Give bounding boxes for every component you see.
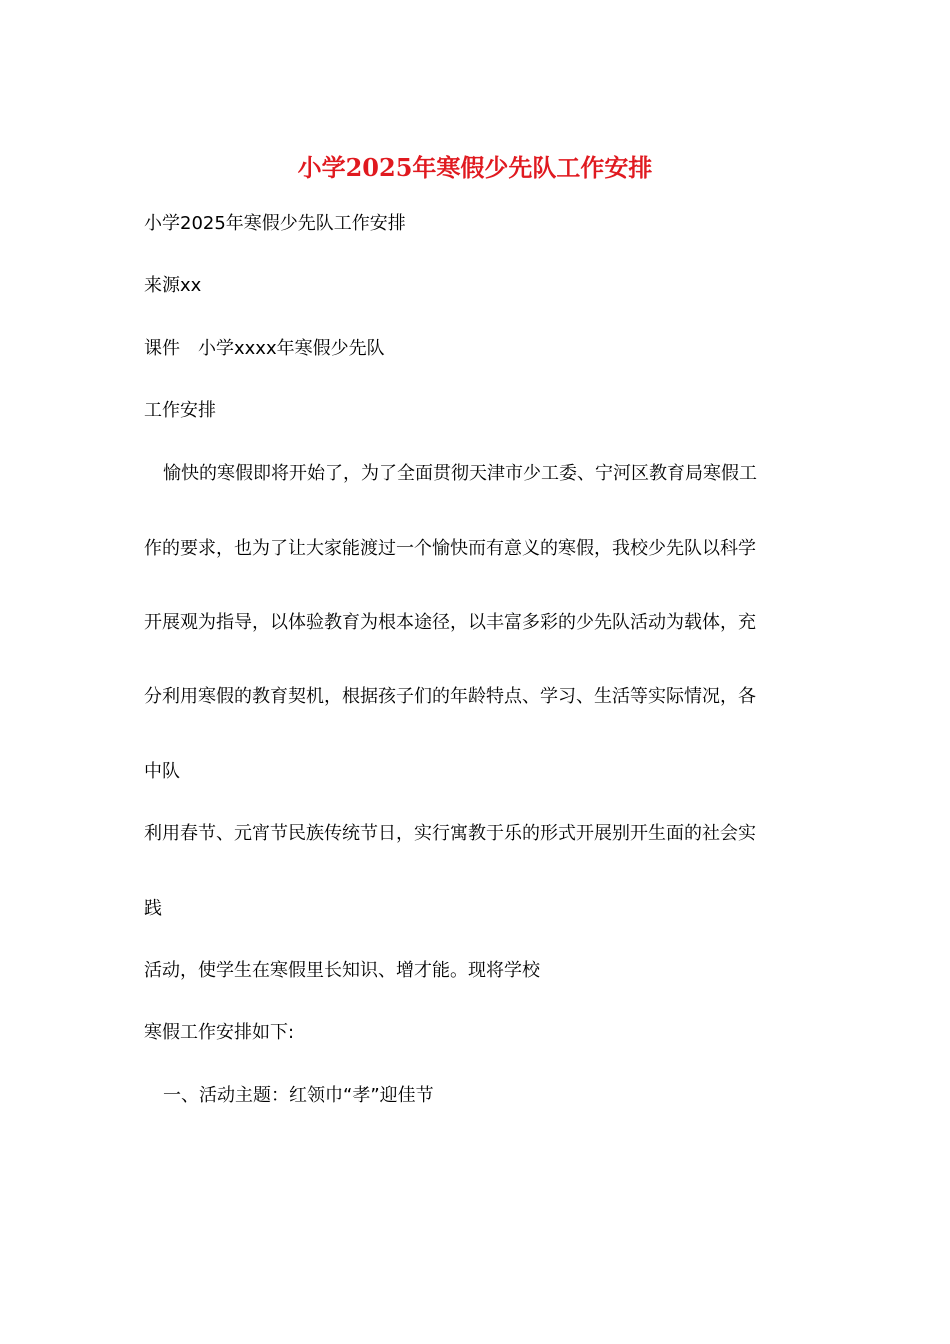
courseware-label: 课件 (144, 338, 180, 359)
paragraph-line: 作的要求，也为了让大家能渡过一个愉快而有意义的寒假，我校少先队以科学 (144, 538, 756, 559)
paragraph-line: 寒假工作安排如下: (144, 1022, 295, 1043)
subtitle-line: 小学2025年寒假少先队工作安排 (144, 213, 406, 234)
work-arrangement-line: 工作安排 (144, 400, 216, 421)
paragraph-line: 开展观为指导，以体验教育为根本途径，以丰富多彩的少先队活动为载体，充 (144, 612, 756, 633)
source-line: 来源xx (144, 275, 202, 296)
document-title: 小学2025年寒假少先队工作安排 (297, 153, 653, 182)
paragraph-line: 愉快的寒假即将开始了，为了全面贯彻天津市少工委、宁河区教育局寒假工 (163, 463, 757, 484)
paragraph-line: 中队 (144, 761, 180, 782)
section-heading: 一、活动主题：红领巾“孝”迎佳节 (163, 1085, 434, 1106)
paragraph-line: 利用春节、元宵节民族传统节日，实行寓教于乐的形式开展别开生面的社会实 (144, 823, 756, 844)
paragraph-line: 活动，使学生在寒假里长知识、增才能。现将学校 (144, 960, 540, 981)
paragraph-line: 践 (144, 898, 162, 919)
courseware-line (144, 336, 804, 362)
paragraph-line: 分利用寒假的教育契机，根据孩子们的年龄特点、学习、生活等实际情况，各 (144, 686, 756, 707)
courseware-title: 小学xxxx年寒假少先队 (198, 338, 385, 359)
